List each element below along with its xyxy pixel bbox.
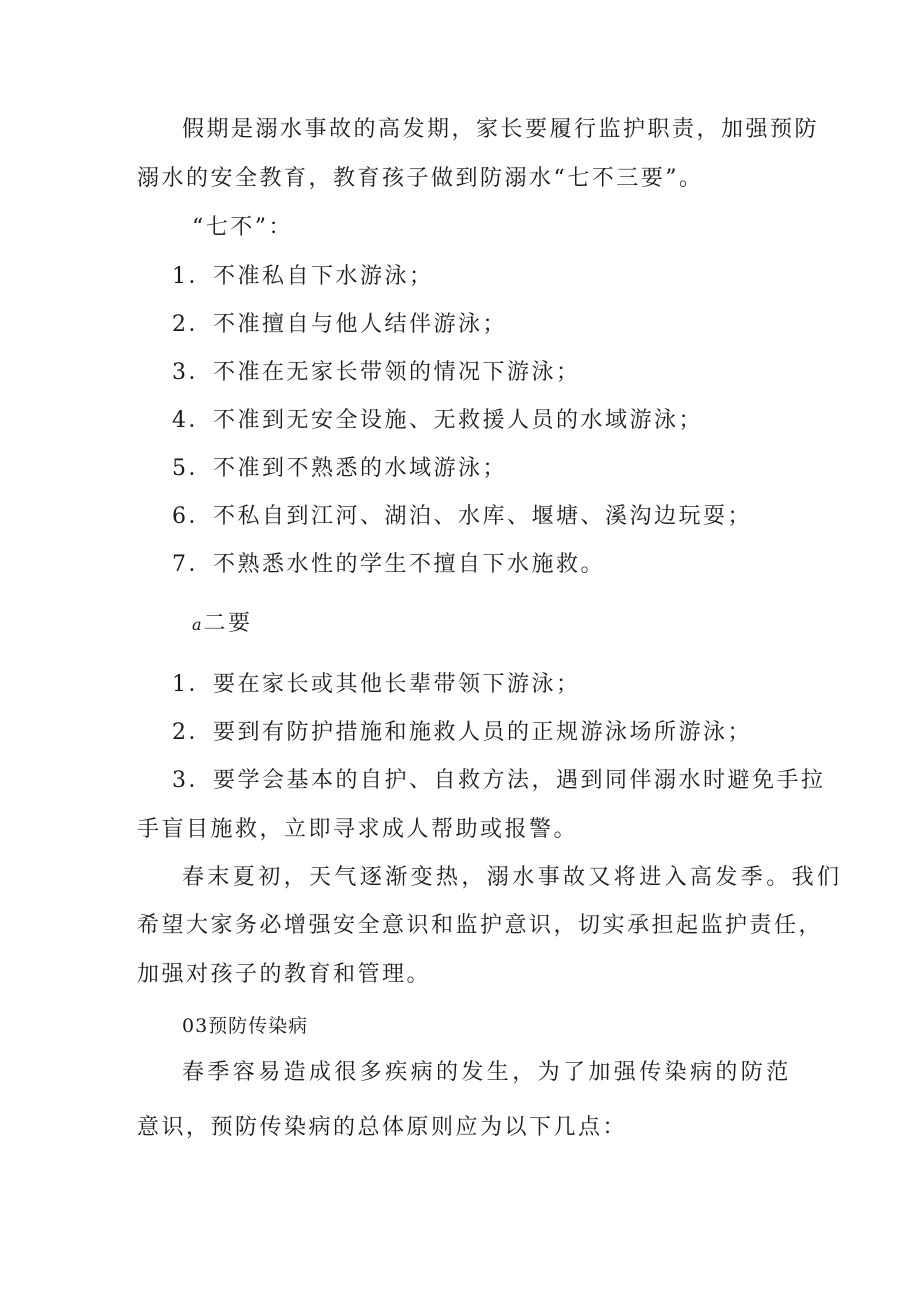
three-must-item-1: 1．要在家长或其他长辈带领下游泳； (172, 672, 581, 697)
section-3-paragraph-line-1: 春季容易造成很多疾病的发生，为了加强传染病的防范 (182, 1060, 792, 1085)
three-must-item-3: 3．要学会基本的自护、自救方法，遇到同伴溺水时避免手拉 (172, 768, 826, 793)
seven-no-item-4: 4．不准到无安全设施、无救援人员的水域游泳； (172, 408, 703, 433)
three-must-item-2: 2．要到有防护措施和施救人员的正规游泳场所游泳； (172, 720, 752, 745)
heading-marker: a (192, 615, 202, 634)
seven-no-item-2: 2．不准擅自与他人结伴游泳； (172, 312, 507, 337)
seven-no-item-3: 3．不准在无家长带领的情况下游泳； (172, 360, 581, 385)
section-3-paragraph-line-2: 意识，预防传染病的总体原则应为以下几点： (137, 1115, 628, 1140)
summary-paragraph-line-2: 希望大家务必增强安全意识和监护意识，切实承担起监护责任， (137, 913, 824, 938)
intro-paragraph-line-2: 溺水的安全教育，教育孩子做到防溺水“七不三要”。 (137, 166, 704, 191)
intro-paragraph-line-1: 假期是溺水事故的高发期，家长要履行监护职责，加强预防 (182, 117, 820, 142)
three-must-heading-text: 二要 (203, 611, 253, 636)
seven-no-item-5: 5．不准到不熟悉的水域游泳； (172, 456, 507, 481)
section-3-heading: 03预防传染病 (182, 1015, 309, 1037)
seven-no-heading: “七不”： (192, 215, 293, 240)
summary-paragraph-line-1: 春末夏初，天气逐渐变热，溺水事故又将进入高发季。我们 (182, 865, 843, 890)
summary-paragraph-line-3: 加强对孩子的教育和管理。 (137, 962, 432, 987)
seven-no-item-7: 7．不熟悉水性的学生不擅自下水施救。 (172, 552, 605, 577)
seven-no-item-1: 1．不准私自下水游泳； (172, 264, 434, 289)
seven-no-item-6: 6．不私自到江河、湖泊、水库、堰塘、溪沟边玩耍； (172, 504, 752, 529)
three-must-heading (192, 609, 253, 640)
three-must-item-3-continued: 手盲目施救，立即寻求成人帮助或报警。 (137, 817, 579, 842)
